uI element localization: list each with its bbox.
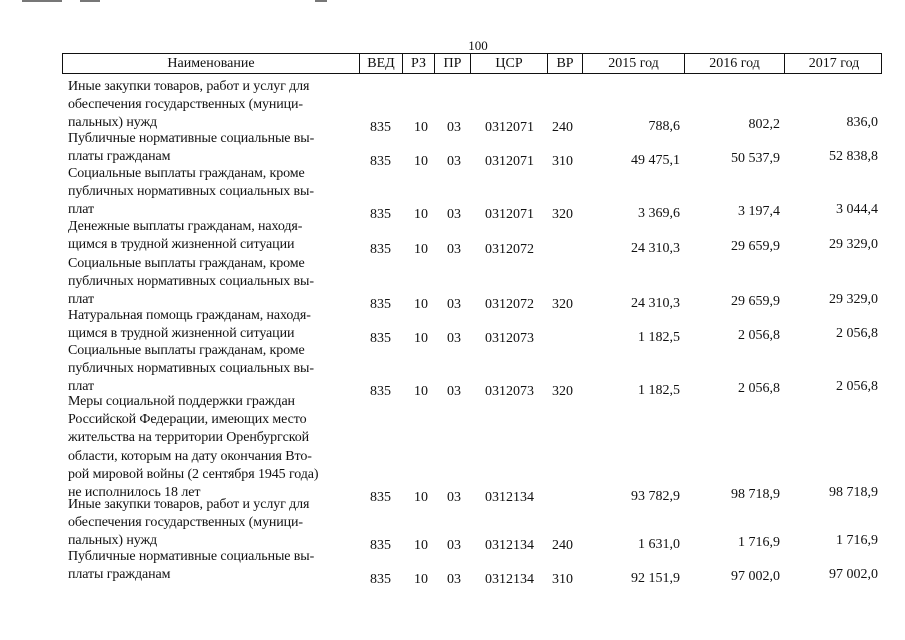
header-ved: ВЕД (360, 54, 403, 73)
cell-vr: 320 (552, 297, 573, 313)
header-csr: ЦСР (471, 54, 548, 73)
cell-name-line: Меры социальной поддержки граждан (68, 394, 295, 409)
cell-2015: 49 475,1 (631, 153, 680, 169)
scan-edge-mark (22, 0, 62, 2)
cell-2015: 92 151,9 (631, 571, 680, 587)
cell-csr: 0312134 (485, 538, 534, 554)
header-2015: 2015 год (583, 54, 685, 73)
scan-edge-mark (80, 0, 100, 2)
table-row (0, 165, 905, 223)
cell-ved: 835 (370, 331, 391, 347)
cell-2015: 1 182,5 (638, 330, 680, 346)
cell-name-line: Публичные нормативные социальные вы- (68, 131, 315, 146)
cell-csr: 0312072 (485, 297, 534, 313)
cell-pr: 03 (447, 572, 461, 588)
table-row (0, 548, 905, 588)
scan-edge-mark (315, 0, 327, 2)
cell-csr: 0312072 (485, 242, 534, 258)
cell-2016: 98 718,9 (731, 487, 780, 502)
cell-name-line: Натуральная помощь гражданам, находя- (68, 308, 311, 323)
table-header (62, 53, 882, 74)
cell-name-line: рой мировой войны (2 сентября 1945 года) (68, 466, 319, 482)
cell-rz: 10 (414, 572, 428, 588)
cell-name-line: обеспечения государственных (муници- (68, 515, 303, 531)
cell-vr: 310 (552, 572, 573, 588)
cell-2015: 1 182,5 (638, 383, 680, 399)
cell-name-line: плат (68, 202, 95, 218)
cell-vr: 320 (552, 384, 573, 400)
header-2016: 2016 год (685, 54, 785, 73)
cell-2017: 52 838,8 (829, 149, 878, 165)
cell-name-line: области, которым на дату окончания Вто- (68, 448, 312, 464)
cell-2015: 1 631,0 (638, 537, 680, 553)
cell-name-line: публичных нормативных социальных вы- (68, 274, 314, 290)
header-rz: РЗ (403, 54, 435, 73)
cell-name (68, 393, 353, 502)
cell-2017: 3 044,4 (836, 202, 878, 218)
cell-2017: 1 716,9 (836, 533, 878, 549)
cell-2015: 24 310,3 (631, 241, 680, 257)
cell-name (68, 255, 353, 310)
table-row (0, 342, 905, 400)
cell-2017: 98 718,9 (829, 485, 878, 500)
cell-vr: 310 (552, 154, 573, 170)
cell-rz: 10 (414, 331, 428, 347)
cell-rz: 10 (414, 490, 428, 505)
cell-name (68, 548, 353, 584)
cell-2016: 50 537,9 (731, 151, 780, 167)
cell-name-line: публичных нормативных социальных вы- (68, 361, 314, 377)
cell-pr: 03 (447, 242, 461, 258)
cell-rz: 10 (414, 120, 428, 136)
cell-pr: 03 (447, 207, 461, 223)
cell-vr: 320 (552, 207, 573, 223)
cell-ved: 835 (370, 490, 391, 505)
table-row (0, 78, 905, 136)
table-row (0, 255, 905, 313)
cell-csr: 0312073 (485, 384, 534, 400)
cell-name-line: щимся в трудной жизненной ситуации (68, 237, 295, 253)
cell-2016: 29 659,9 (731, 239, 780, 255)
cell-name-line: Иные закупки товаров, работ и услуг для (68, 79, 310, 94)
cell-csr: 0312071 (485, 120, 534, 136)
cell-2017: 29 329,0 (829, 237, 878, 253)
cell-name-line: Иные закупки товаров, работ и услуг для (68, 497, 310, 512)
cell-2015: 3 369,6 (638, 206, 680, 222)
cell-2017: 2 056,8 (836, 326, 878, 342)
cell-pr: 03 (447, 490, 461, 505)
cell-name-line: платы гражданам (68, 567, 171, 583)
cell-name-line: Российской Федерации, имеющих место (68, 412, 307, 428)
cell-2016: 2 056,8 (738, 381, 780, 397)
cell-2015: 93 782,9 (631, 489, 680, 504)
cell-name-line: плат (68, 379, 95, 395)
cell-name (68, 165, 353, 220)
cell-rz: 10 (414, 207, 428, 223)
cell-name (68, 307, 353, 343)
cell-name-line: Публичные нормативные социальные вы- (68, 549, 315, 564)
cell-2015: 24 310,3 (631, 296, 680, 312)
cell-csr: 0312071 (485, 154, 534, 170)
cell-ved: 835 (370, 572, 391, 588)
cell-2015: 788,6 (648, 119, 680, 135)
cell-ved: 835 (370, 207, 391, 223)
cell-csr: 0312134 (485, 490, 534, 505)
cell-2016: 29 659,9 (731, 294, 780, 310)
cell-vr: 240 (552, 538, 573, 554)
header-vr: ВР (548, 54, 583, 73)
header-pr: ПР (435, 54, 471, 73)
cell-name-line: пальных) нужд (68, 115, 158, 131)
cell-vr: 240 (552, 120, 573, 136)
cell-pr: 03 (447, 154, 461, 170)
cell-name-line: Социальные выплаты гражданам, кроме (68, 166, 305, 181)
cell-ved: 835 (370, 242, 391, 258)
cell-name-line: обеспечения государственных (муници- (68, 97, 303, 113)
cell-pr: 03 (447, 384, 461, 400)
cell-2016: 1 716,9 (738, 535, 780, 551)
cell-pr: 03 (447, 331, 461, 347)
cell-ved: 835 (370, 384, 391, 400)
cell-2016: 802,2 (748, 117, 780, 133)
header-2017: 2017 год (808, 56, 860, 71)
table-row (0, 130, 905, 170)
cell-name (68, 78, 353, 133)
cell-name (68, 130, 353, 166)
cell-name-line: Социальные выплаты гражданам, кроме (68, 343, 305, 358)
header-name: Наименование (63, 54, 360, 73)
cell-name-line: плат (68, 292, 95, 308)
cell-ved: 835 (370, 154, 391, 170)
cell-csr: 0312134 (485, 572, 534, 588)
cell-2016: 97 002,0 (731, 569, 780, 585)
cell-name-line: Социальные выплаты гражданам, кроме (68, 256, 305, 271)
cell-name (68, 496, 353, 551)
cell-csr: 0312073 (485, 331, 534, 347)
cell-name (68, 342, 353, 397)
cell-2017: 2 056,8 (836, 379, 878, 395)
page-number: 100 (468, 38, 488, 53)
cell-name-line: платы гражданам (68, 149, 171, 165)
table-row (0, 496, 905, 554)
cell-name-line: щимся в трудной жизненной ситуации (68, 326, 295, 342)
cell-ved: 835 (370, 120, 391, 136)
cell-name-line: Денежные выплаты гражданам, находя- (68, 219, 303, 234)
cell-name-line: жительства на территории Оренбургской (68, 430, 310, 446)
cell-2017: 836,0 (846, 115, 878, 131)
cell-name-line: пальных) нужд (68, 533, 158, 549)
cell-rz: 10 (414, 154, 428, 170)
cell-rz: 10 (414, 297, 428, 313)
cell-pr: 03 (447, 120, 461, 136)
table-row (0, 307, 905, 347)
cell-2017: 97 002,0 (829, 567, 878, 583)
cell-name-line: не исполнилось 18 лет (68, 485, 201, 501)
cell-rz: 10 (414, 538, 428, 554)
cell-csr: 0312071 (485, 207, 534, 223)
cell-rz: 10 (414, 384, 428, 400)
cell-ved: 835 (370, 538, 391, 554)
cell-2016: 2 056,8 (738, 328, 780, 344)
cell-rz: 10 (414, 242, 428, 258)
cell-pr: 03 (447, 538, 461, 554)
cell-pr: 03 (447, 297, 461, 313)
cell-2016: 3 197,4 (738, 204, 780, 220)
cell-ved: 835 (370, 297, 391, 313)
cell-name-line: публичных нормативных социальных вы- (68, 184, 314, 200)
cell-name (68, 218, 353, 254)
cell-2017: 29 329,0 (829, 292, 878, 308)
table-row (0, 218, 905, 258)
